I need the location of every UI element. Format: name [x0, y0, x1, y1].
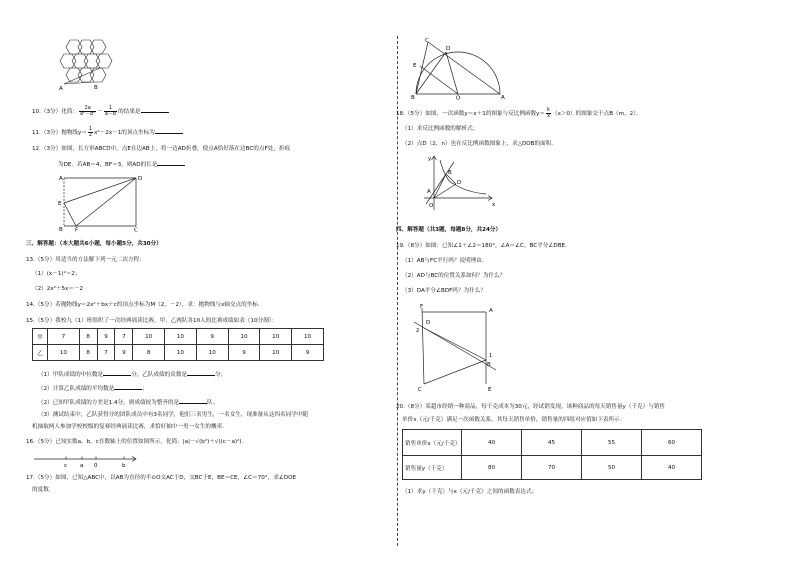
axis-label-b: b	[122, 463, 126, 469]
section-3-heading: 三、解答题：（本大题共6小题，每小题5分，共30分）	[26, 241, 162, 247]
function-graph-figure	[420, 152, 498, 214]
graph-label-a: A	[427, 189, 431, 195]
score-cell: 10	[260, 345, 292, 361]
score-cell: 8	[79, 345, 97, 361]
axis-label-c: c	[64, 463, 68, 469]
score-cell: 9	[228, 345, 260, 361]
sales-table	[402, 429, 702, 480]
semi-label-d: D	[446, 46, 451, 52]
score-cell: 10	[260, 329, 292, 345]
qty-cell: 50	[582, 456, 642, 480]
question-15-part1: （1）甲队成绩的中位数是 分，乙队成绩的众数是 分；	[38, 369, 226, 379]
hex-label-a: A	[59, 86, 63, 92]
answer-blank[interactable]	[157, 159, 185, 166]
fig19-label-1: 1	[489, 353, 493, 359]
table-row	[403, 456, 702, 480]
question-16: 16.（5分）已知实数a，b，c在数轴上的位置如图所示，化简：|a|－√(b²)＋√((c－a)²)．	[26, 439, 248, 445]
section-4-heading: 四、解答题（共3题，每题8分，共24分）	[396, 227, 502, 233]
question-19-part3: （3）DA平分∠BDF吗？为什么？	[402, 288, 486, 294]
rect-label-b: B	[59, 227, 63, 232]
score-cell: 10	[165, 329, 197, 345]
hex-label-b: B	[94, 85, 98, 91]
question-13-part2: （2）2x²＋5x＝－2	[32, 286, 84, 292]
table-row	[33, 345, 324, 361]
price-cell: 55	[582, 430, 642, 456]
question-10: 10.（3分）化简： $\frac{2a}{\text{a²－b²}}$ － $\frac{1}{a-b}$ 的结果是	[32, 106, 169, 117]
question-17-line2: 的度数．	[32, 487, 55, 493]
table-row	[33, 329, 324, 345]
price-cell: 45	[522, 430, 582, 456]
semi-label-o: O	[456, 95, 461, 100]
semi-label-e: E	[413, 63, 417, 69]
axis-label-zero: 0	[94, 463, 98, 469]
answer-blank[interactable]	[141, 106, 169, 113]
semi-label-b: B	[411, 95, 415, 100]
parallel-lines-figure	[410, 300, 510, 392]
price-cell: 40	[462, 430, 522, 456]
semi-label-c: C	[425, 38, 429, 44]
question-11: 11.（3分）抛物线y＝ $\frac{1}{2}$ x²－2x－1的顶点坐标为	[32, 127, 183, 138]
semi-label-a: A	[501, 95, 505, 100]
rect-label-e: E	[58, 201, 62, 207]
graph-label-o: O	[429, 203, 434, 209]
qty-cell: 70	[522, 456, 582, 480]
score-cell: 7	[115, 329, 133, 345]
fig19-label-d: D	[426, 320, 431, 326]
graph-label-d: D	[457, 180, 462, 186]
score-cell: 7	[97, 345, 115, 361]
answer-blank[interactable]	[179, 397, 207, 404]
fig19-label-2: 2	[416, 328, 420, 334]
question-12-line2: 为DE．若AB＝4，BF＝3，则AD的长是	[58, 159, 185, 169]
answer-blank[interactable]	[114, 383, 142, 390]
answer-blank[interactable]	[187, 369, 215, 376]
axis-label-a: a	[80, 463, 84, 469]
qty-header: 销售量y（千克）	[403, 456, 462, 480]
question-20-line2: 单价x（元/千克）满足一次函数关系，其每天销售单价，销售量的四组对应值如下表所示：	[402, 417, 626, 423]
score-cell: 10	[48, 345, 80, 361]
score-cell: 10	[165, 345, 197, 361]
score-cell: 9	[292, 345, 324, 361]
score-cell: 8	[133, 345, 165, 361]
price-cell: 60	[642, 430, 702, 456]
qty-cell: 40	[642, 456, 702, 480]
score-cell: 9	[196, 329, 228, 345]
answer-blank[interactable]	[103, 369, 131, 376]
rect-label-a: A	[59, 176, 63, 182]
team-cell: 甲	[33, 329, 48, 345]
number-line-figure	[32, 453, 142, 471]
score-cell: 10	[133, 329, 165, 345]
question-12-line1: 12.（3分）如图，长方形ABCD中，点E在边AB上，将一边AD折叠，使点A恰好落在边BC的点F处，折痕	[32, 146, 291, 152]
question-13: 13.（5分）用适当的方法解下列一元二次方程：	[26, 257, 145, 263]
fig19-label-b: B	[487, 362, 491, 368]
score-cell: 10	[292, 329, 324, 345]
question-15: 15.（5分）我校九（1）班组织了一次经典诵读比赛，甲、乙两队各10人的比赛成绩如表（10分制）：	[26, 318, 278, 324]
score-cell: 10	[196, 345, 228, 361]
qty-cell: 80	[462, 456, 522, 480]
graph-label-y: y	[428, 156, 432, 162]
rect-label-d: D	[138, 176, 143, 182]
table-row	[403, 430, 702, 456]
graph-label-b: B	[448, 170, 452, 176]
question-19-part2: （2）AD与BC的位置关系如何？为什么？	[402, 273, 506, 279]
rect-label-c: C	[134, 227, 138, 232]
score-table	[32, 328, 324, 361]
score-cell: 9	[97, 329, 115, 345]
question-17-line1: 17.（5分）如图，已知△ABC中，以AB为直径的半⊙O交AC于D，交BC于E，BE＝CE，∠C＝70°，求∠DOE	[26, 475, 297, 481]
question-18-part1: （1）求反比例函数的解析式；	[402, 126, 479, 132]
price-header: 销售单价x（元/千克）	[403, 430, 462, 456]
question-15-part2: （2）计算乙队成绩的平均数是 ；	[38, 383, 148, 393]
question-20-line1: 20.（8分）某超市经销一种商品，每千克成本为30元，经试销发现，该种商品的每天销售量y（千克）与销售	[396, 404, 666, 410]
score-cell: 7	[48, 329, 80, 345]
fig19-label-f: F	[420, 304, 424, 310]
question-14: 14.（5分）若抛物线y＝2x²＋bx＋c的顶点坐标为M（2，－2），求：抛物线与x轴交点的坐标．	[26, 302, 264, 308]
question-15-part4: （3）测试结束中，乙队获得分的团队成员中有3名同学，他们三名男生，一名女生，现准备从这四名同学中随	[38, 412, 309, 418]
question-19-part1: （1）AB与FC平行吗？说明理由．	[402, 258, 488, 264]
fig19-label-a: A	[489, 308, 493, 314]
fig19-label-e: E	[488, 387, 492, 392]
rect-label-f: F	[75, 227, 79, 232]
question-18: 18.（5分）如图，一次函数y＝x＋1的图象与反比例函数y＝ $\frac{k}{x}$ （x＞0）的图象交于点B（m，2）．	[396, 107, 642, 119]
hexagon-figure	[50, 38, 120, 96]
question-15-part3: （2）已知甲队成绩的方差是1.4分，则成绩较为整齐的是 队；	[38, 397, 218, 407]
question-18-part2: （2）点D（2，n）也在反比例函数图象上，求△DOB的面积．	[402, 141, 557, 147]
graph-label-x: x	[492, 202, 496, 208]
team-cell: 乙	[33, 345, 48, 361]
question-19: 19.（8分）如图：已知∠1＋∠2＝180°，∠A＝∠C，BC平分∠DBE．	[396, 243, 571, 249]
question-15-part5: 机抽取两人参加学校校级的复赛经典诵读比赛，求恰好抽中一男一女生的概率．	[32, 424, 228, 430]
answer-blank[interactable]	[155, 127, 183, 134]
fig19-label-c: C	[418, 387, 422, 392]
rectangle-fold-figure	[56, 174, 146, 232]
score-cell: 9	[115, 345, 133, 361]
score-cell: 10	[228, 329, 260, 345]
score-cell: 8	[79, 329, 97, 345]
question-20-part1: （1）求y（千克）与x（元/千克）之间的函数表达式；	[402, 489, 538, 495]
semicircle-figure	[408, 38, 508, 100]
question-13-part1: （1）(x－1)²＝2；	[32, 271, 81, 277]
